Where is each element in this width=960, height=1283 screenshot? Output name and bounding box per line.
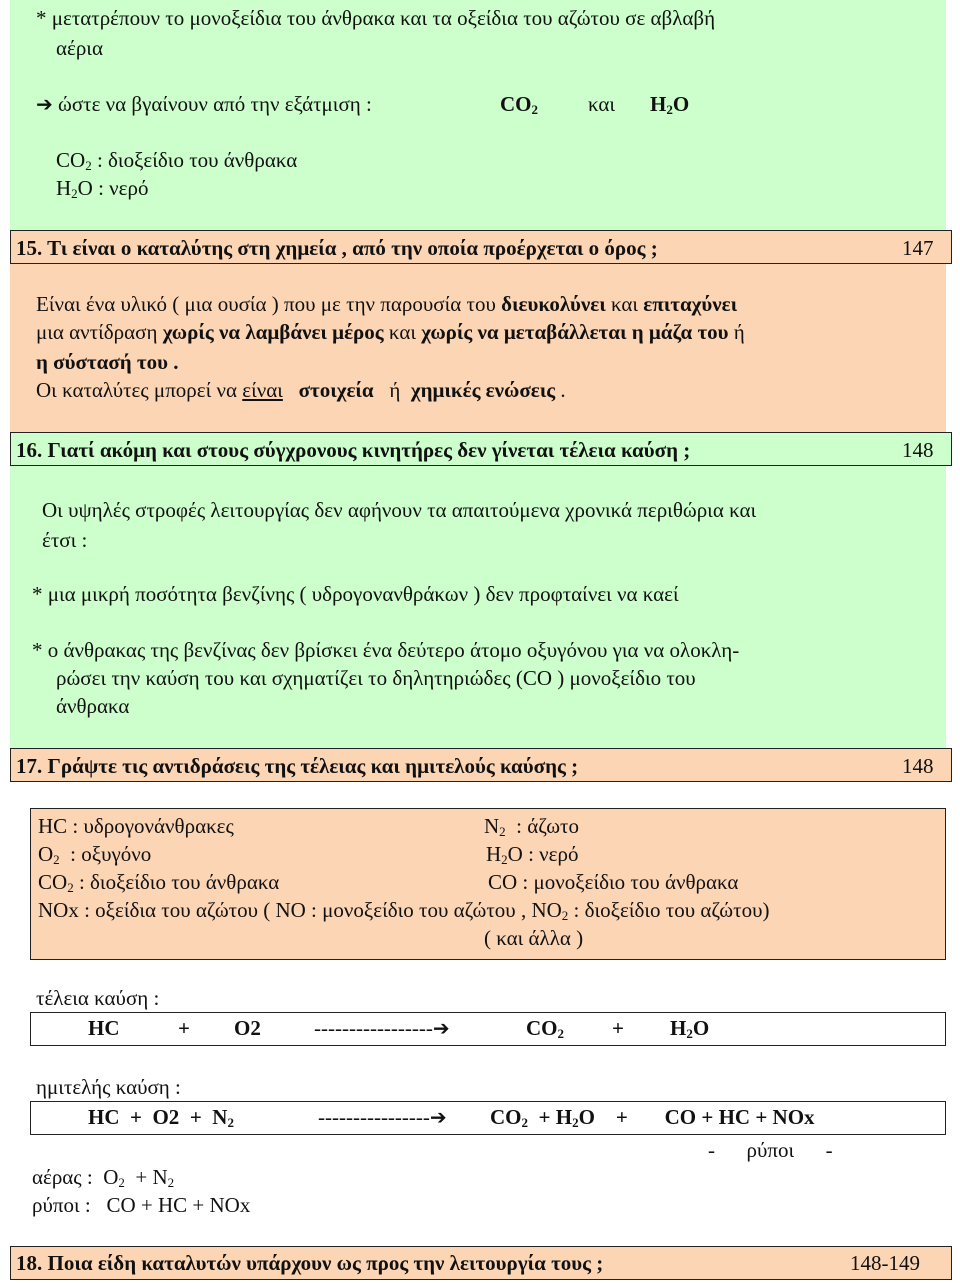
definition-h2o: $H_2O$ : νερό <box>56 176 149 201</box>
answer-16-bullet-2-end: άνθρακα <box>56 694 130 718</box>
incomplete-eq-arrow: ----------------➔ <box>318 1105 447 1129</box>
and-text: και <box>588 92 616 116</box>
incomplete-combustion-label: ημιτελής καύση : <box>36 1075 181 1099</box>
question-17-page: 148 <box>902 754 934 778</box>
bullet-line-continued: αέρια <box>56 36 103 60</box>
definition-co2: $CO_2$ : διοξείδιο του άνθρακα <box>56 148 298 173</box>
complete-eq-h2o: $H_2O$ <box>670 1016 710 1041</box>
question-16-title: 16. Γιατί ακόμη και στους σύγχρονους κινητήρες δεν γίνεται τέλεια καύση ; <box>16 438 691 462</box>
legend-nox: NOx : οξείδια του αζώτου ( NO : μονοξείδιο του αζώτου , $NO_2$ : διοξείδιο του αζώτου) <box>38 898 770 923</box>
air-composition: αέρας : $O_2 + N_2$ <box>32 1165 175 1190</box>
legend-n2: $N_2$ : άζωτο <box>484 814 579 839</box>
question-17-title: 17. Γράψτε τις αντιδράσεις της τέλειας και ημιτελούς καύσης ; <box>16 754 579 778</box>
complete-eq-o2: O2 <box>234 1016 261 1040</box>
answer-16-bullet-2: * ο άνθρακας της βενζίνας δεν βρίσκει ένα δεύτερο άτομο οξυγόνου για να ολοκλη- <box>32 638 740 662</box>
question-15-page: 147 <box>902 236 934 260</box>
question-16-page: 148 <box>902 438 934 462</box>
answer-15-line-3: η σύστασή του . <box>36 350 179 374</box>
arrow-line: ➔ ώστε να βγαίνουν από την εξάτμιση : <box>36 92 372 116</box>
answer-15-line-1: Είναι ένα υλικό ( μια ουσία ) που με την παρουσία του διευκολύνει και επιταχύνει <box>36 292 738 316</box>
arrow-right-icon: ➔ <box>432 1016 450 1040</box>
complete-eq-co2: $CO_2$ <box>526 1016 564 1041</box>
complete-eq-plus-1: + <box>178 1016 190 1040</box>
question-18-title: 18. Ποια είδη καταλυτών υπάρχουν ως προς την λειτουργία τους ; <box>16 1251 604 1275</box>
legend-co2: $CO_2$ : διοξείδιο του άνθρακα <box>38 870 280 895</box>
legend-o2: $O_2$ : οξυγόνο <box>38 842 152 867</box>
answer-15-line-2: μια αντίδραση χωρίς να λαμβάνει μέρος και χωρίς να μεταβάλλεται η μάζα του ή <box>36 320 745 344</box>
bullet-line: * μετατρέπουν το μονοξείδια του άνθρακα και τα οξείδια του αζώτου σε αβλαβή <box>36 6 716 30</box>
answer-16-bullet-2-cont: ρώσει την καύση του και σχηματίζει το δηλητηριώδες (CO ) μονοξείδιο του <box>56 666 696 690</box>
legend-hc: HC : υδρογονάνθρακες <box>38 814 234 838</box>
legend-other: ( και άλλα ) <box>484 926 584 950</box>
answer-15-line-4: Οι καταλύτες μπορεί να είναι στοιχεία ή χημικές ενώσεις . <box>36 378 566 402</box>
section-top-background <box>10 0 946 234</box>
arrow-right-icon: ➔ <box>36 92 53 116</box>
arrow-right-icon: ➔ <box>429 1105 447 1129</box>
question-15-title: 15. Τι είναι ο καταλύτης στη χημεία , από την οποία προέρχεται ο όρος ; <box>16 236 658 260</box>
incomplete-eq-products: $CO_2 + H_2O$ + CO + HC + NOx <box>490 1105 815 1130</box>
question-18-page: 148-149 <box>850 1251 920 1275</box>
complete-combustion-box <box>30 1012 946 1046</box>
pollutants-tag: - ρύποι - <box>708 1138 833 1162</box>
incomplete-eq-reactants: HC + $O2 + N_2$ <box>88 1105 234 1130</box>
legend-co: CO : μονοξείδιο του άνθρακα <box>488 870 739 894</box>
answer-16-line-2: έτσι : <box>42 528 88 552</box>
legend-h2o: $H_2O$ : νερό <box>486 842 579 867</box>
co2-formula: $CO_2$ <box>500 92 538 117</box>
answer-16-line-1: Οι υψηλές στροφές λειτουργίας δεν αφήνουν τα απαιτούμενα χρονικά περιθώρια και <box>42 498 757 522</box>
pollutants-list: ρύποι : CO + HC + NOx <box>32 1193 251 1217</box>
complete-eq-plus-2: + <box>612 1016 624 1040</box>
h2o-formula: $H_2O$ <box>650 92 690 117</box>
complete-combustion-label: τέλεια καύση : <box>36 986 160 1010</box>
complete-eq-arrow: -----------------➔ <box>314 1016 450 1040</box>
answer-16-bullet-1: * μια μικρή ποσότητα βενζίνης ( υδρογονανθράκων ) δεν προφταίνει να καεί <box>32 582 679 606</box>
complete-eq-hc: HC <box>88 1016 120 1040</box>
